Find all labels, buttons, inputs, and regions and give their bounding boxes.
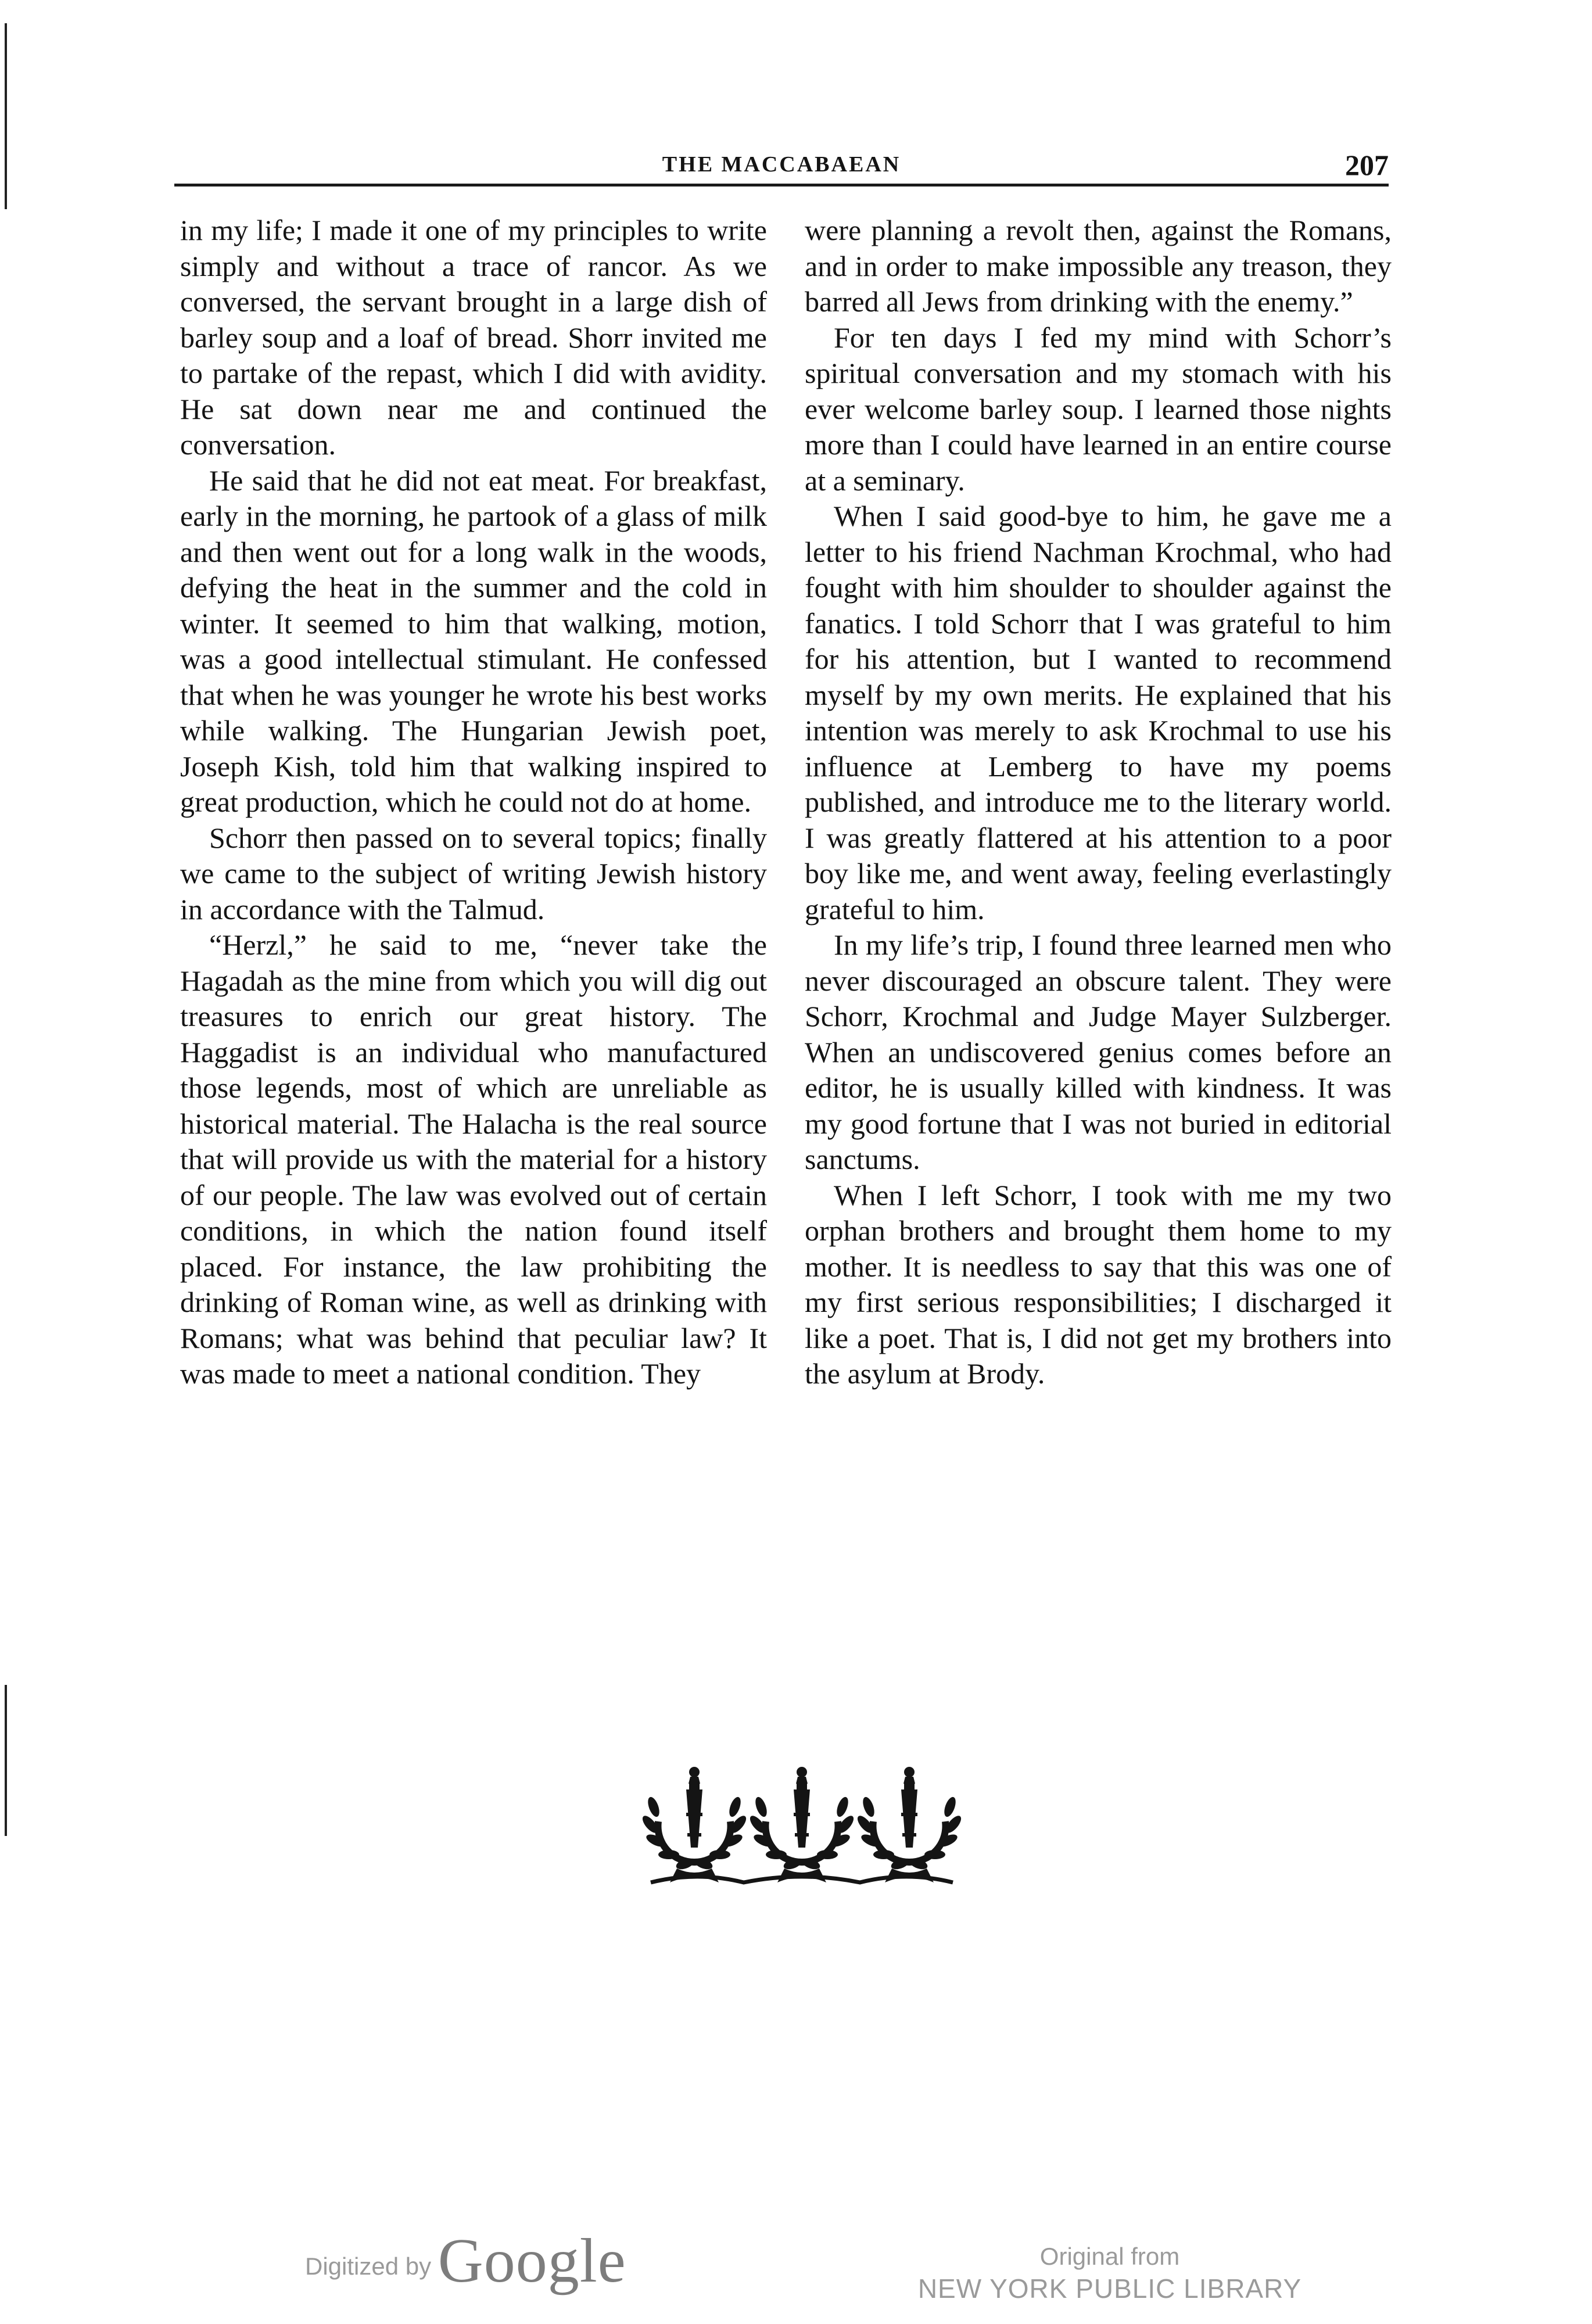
- google-wordmark: Google: [438, 2226, 626, 2296]
- paragraph: were planning a revolt then, against the Romans, and in order to make impossible any treason, they barred all Jews from drinking with the enemy.”: [805, 214, 1392, 318]
- paragraph: in my life; I made it one of my principles to write simply and without a trace of rancor. As we conversed, the servant brought in a large dish of barley soup and a loaf of bread. Shorr invited me to partake of the repast, which I did with avidity. He sat down near me and continued the conversation.: [180, 214, 767, 461]
- digitized-prefix: Digitized by: [305, 2253, 432, 2280]
- paragraph: “Herzl,” he said to me, “never take the Hagadah as the mine from which you will dig out treasures to enrich our great history. The Haggadist is an individual who manufactured those legends, most of which are unreliable as historical material. The Halacha is the real source that will provide us with the material for a history of our people. The law was evolved out of certain conditions, in which the nation found itself placed. For instance, the law prohibiting the drinking of Roman wine, as well as drinking with Romans; what was behind that peculiar law? It was made to meet a national condition. They: [180, 928, 767, 1390]
- left-column: [180, 213, 767, 1392]
- paragraph: For ten days I fed my mind with Schorr’s spiritual conversation and my stomach with his ever welcome barley soup. I learned those nights more than I could have learned in an entire course at a seminary.: [805, 321, 1392, 497]
- paragraph: When I left Schorr, I took with me my two orphan brothers and brought them home to my mother. It is needless to say that this was one of my first serious responsibilities; I discharged it like a poet. That is, I did not get my brothers into the asylum at Brody.: [805, 1178, 1392, 1390]
- header-rule: [174, 184, 1389, 187]
- source-library-credit: [906, 2241, 1313, 2305]
- digitized-by-credit: [305, 2225, 626, 2297]
- three-torch-wreath-ornament-icon: [639, 1760, 964, 1900]
- source-line-2: NEW YORK PUBLIC LIBRARY: [917, 2273, 1302, 2304]
- running-head: [174, 148, 1389, 189]
- journal-title: THE MACCABAEAN: [662, 152, 901, 177]
- source-line-1: Original from: [1039, 2243, 1180, 2270]
- right-column: [805, 213, 1392, 1392]
- margin-scan-mark: [5, 23, 7, 209]
- margin-scan-mark: [5, 1685, 7, 1836]
- page-number: 207: [1345, 149, 1389, 181]
- paragraph: When I said good-bye to him, he gave me a letter to his friend Nachman Krochmal, who had fought with him shoulder to shoulder against the fanatics. I told Schorr that I was grateful to him for his attention, but I wanted to recommend myself by my own merits. He explained that his intention was merely to ask Krochmal to use his influence at Lemberg to have my poems published, and introduce me to the literary world. I was greatly flattered at his attention to a poor boy like me, and went away, feeling everlastingly grateful to him.: [805, 500, 1392, 926]
- paragraph: In my life’s trip, I found three learned men who never discouraged an obscure talent. They were Schorr, Krochmal and Judge Mayer Sulzberger. When an undiscovered genius comes before an editor, he is usually killed with kindness. It was my good fortune that I was not buried in editorial sanctums.: [805, 928, 1392, 1175]
- paragraph: He said that he did not eat meat. For breakfast, early in the morning, he partook of a glass of milk and then went out for a long walk in the woods, defying the heat in the summer and the cold in winter. It seemed to him that walking, motion, was a good intellectual stimulant. He confessed that when he was younger he wrote his best works while walking. The Hungarian Jewish poet, Joseph Kish, told him that walking inspired to great production, which he could not do at home.: [180, 464, 767, 818]
- paragraph: Schorr then passed on to several topics; finally we came to the subject of writing Jewish history in accordance with the Talmud.: [180, 821, 767, 926]
